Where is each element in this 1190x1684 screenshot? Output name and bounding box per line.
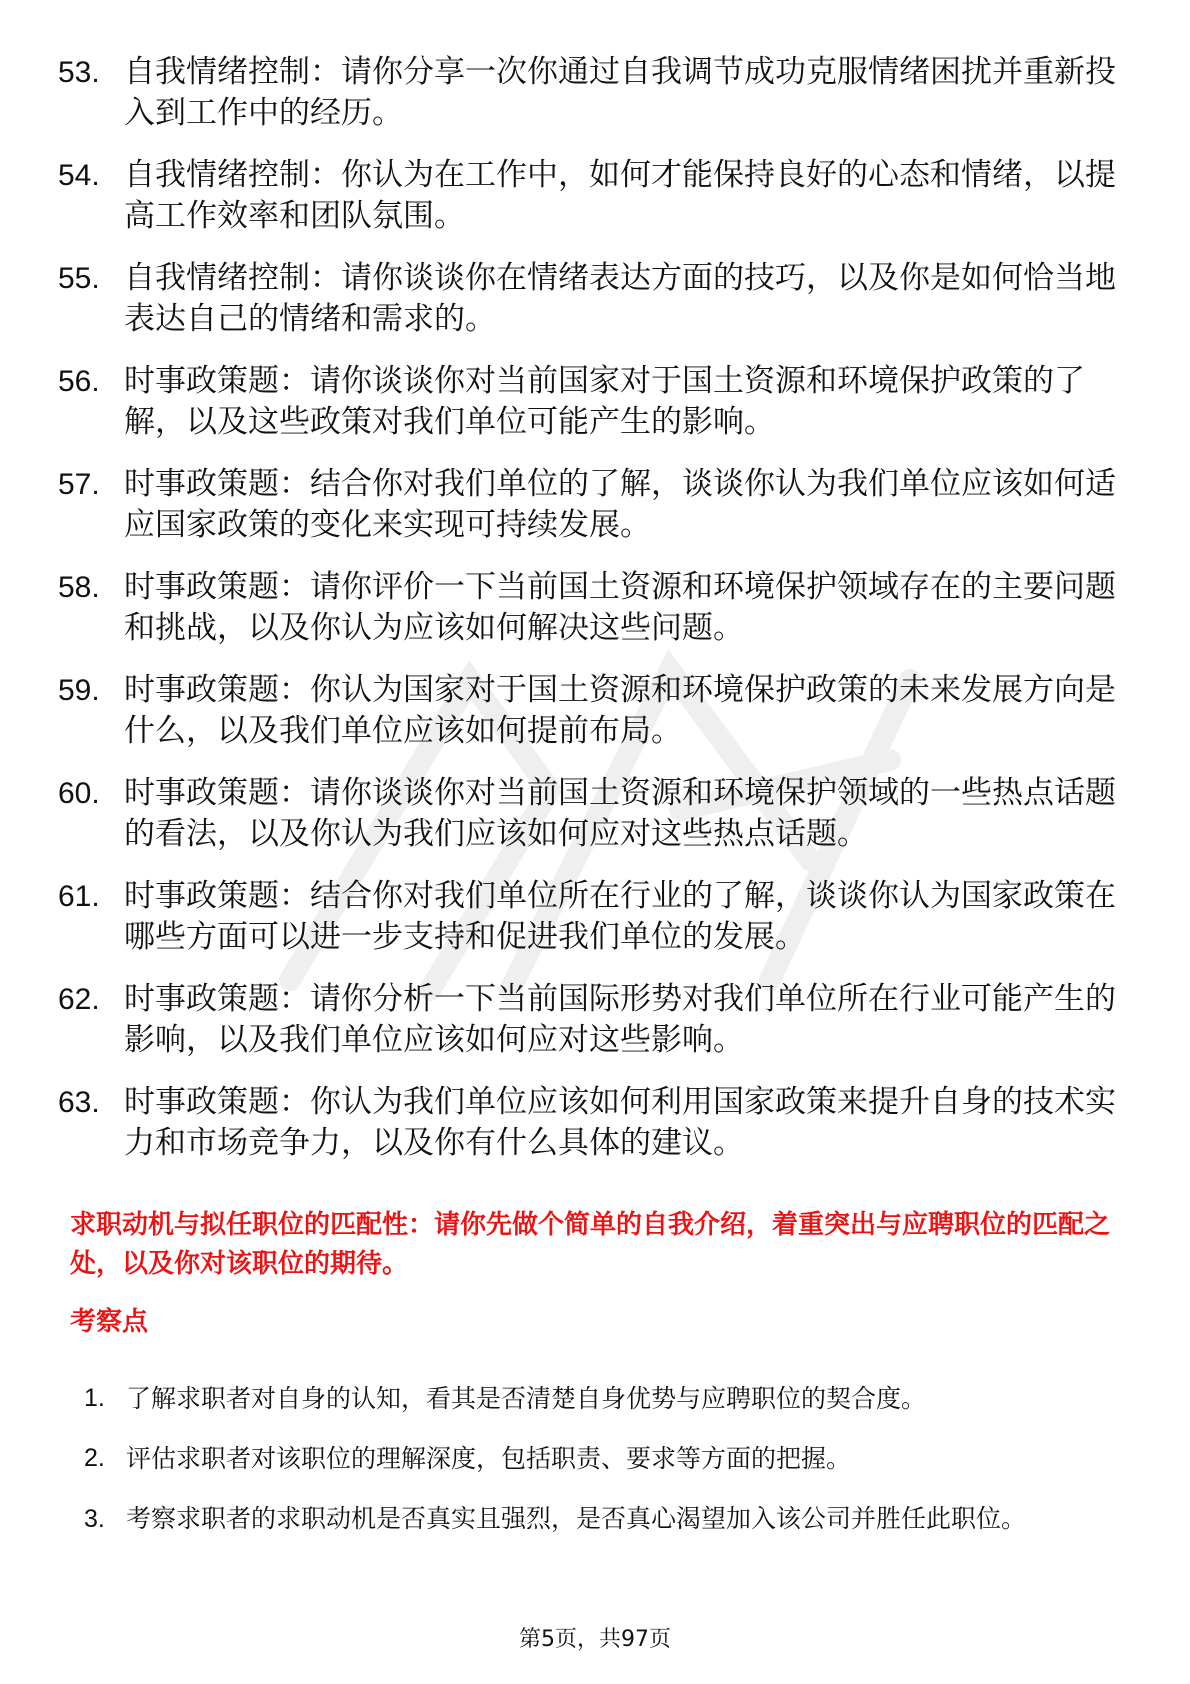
assessment-points-list — [84, 1380, 1120, 1575]
question-text: 时事政策题：请你谈谈你对当前国家对于国土资源和环境保护政策的了解，以及这些政策对我们单位可能产生的影响。 — [124, 363, 1085, 440]
assessment-point — [84, 1440, 1120, 1477]
question-number: 57. — [58, 468, 100, 501]
question-number: 56. — [58, 365, 100, 398]
question-text: 自我情绪控制：请你分享一次你通过自我调节成功克服情绪困扰并重新投入到工作中的经历。 — [124, 54, 1116, 131]
question-item — [58, 1082, 1118, 1164]
section-heading: 求职动机与拟任职位的匹配性：请你先做个简单的自我介绍，着重突出与应聘职位的匹配之处，以及你对该职位的期待。 — [70, 1210, 1111, 1279]
question-item — [58, 155, 1118, 237]
assessment-point — [84, 1380, 1120, 1417]
question-text: 时事政策题：请你评价一下当前国土资源和环境保护领域存在的主要问题和挑战，以及你认为应该如何解决这些问题。 — [124, 569, 1116, 646]
question-text: 时事政策题：你认为我们单位应该如何利用国家政策来提升自身的技术实力和市场竞争力，以及你有什么具体的建议。 — [124, 1084, 1116, 1161]
question-text: 自我情绪控制：你认为在工作中，如何才能保持良好的心态和情绪，以提高工作效率和团队氛围。 — [124, 157, 1116, 234]
question-item — [58, 258, 1118, 340]
point-text: 了解求职者对自身的认知，看其是否清楚自身优势与应聘职位的契合度。 — [126, 1384, 927, 1413]
point-number: 1. — [84, 1384, 105, 1412]
question-number: 53. — [58, 56, 100, 89]
question-text: 自我情绪控制：请你谈谈你在情绪表达方面的技巧，以及你是如何恰当地表达自己的情绪和需求的。 — [124, 260, 1116, 337]
point-text: 考察求职者的求职动机是否真实且强烈，是否真心渴望加入该公司并胜任此职位。 — [126, 1504, 1027, 1533]
question-list — [58, 52, 1118, 1185]
question-item — [58, 52, 1118, 134]
question-number: 63. — [58, 1086, 100, 1119]
point-text: 评估求职者对该职位的理解深度，包括职责、要求等方面的把握。 — [126, 1444, 852, 1473]
question-item — [58, 567, 1118, 649]
question-number: 55. — [58, 262, 100, 295]
question-item — [58, 464, 1118, 546]
question-text: 时事政策题：请你分析一下当前国际形势对我们单位所在行业可能产生的影响，以及我们单位应该如何应对这些影响。 — [124, 981, 1116, 1058]
question-item — [58, 979, 1118, 1061]
question-number: 59. — [58, 674, 100, 707]
question-number: 62. — [58, 983, 100, 1016]
assessment-point — [84, 1486, 1120, 1552]
question-text: 时事政策题：请你谈谈你对当前国土资源和环境保护领域的一些热点话题的看法，以及你认为我们应该如何应对这些热点话题。 — [124, 775, 1116, 852]
point-number: 2. — [84, 1444, 105, 1472]
question-number: 58. — [58, 571, 100, 604]
question-text: 时事政策题：结合你对我们单位的了解，谈谈你认为我们单位应该如何适应国家政策的变化来实现可持续发展。 — [124, 466, 1116, 543]
question-item — [58, 361, 1118, 443]
page-number: 第5页，共97页 — [519, 1627, 671, 1652]
assessment-points-heading: 考察点 — [70, 1307, 149, 1337]
question-item — [58, 773, 1118, 855]
question-text: 时事政策题：结合你对我们单位所在行业的了解，谈谈你认为国家政策在哪些方面可以进一步支持和促进我们单位的发展。 — [124, 878, 1116, 955]
question-number: 54. — [58, 159, 100, 192]
question-number: 60. — [58, 777, 100, 810]
question-text: 时事政策题：你认为国家对于国土资源和环境保护政策的未来发展方向是什么，以及我们单位应该如何提前布局。 — [124, 672, 1116, 749]
question-item — [58, 876, 1118, 958]
point-number: 3. — [84, 1505, 105, 1533]
question-item — [58, 670, 1118, 752]
question-number: 61. — [58, 880, 100, 913]
